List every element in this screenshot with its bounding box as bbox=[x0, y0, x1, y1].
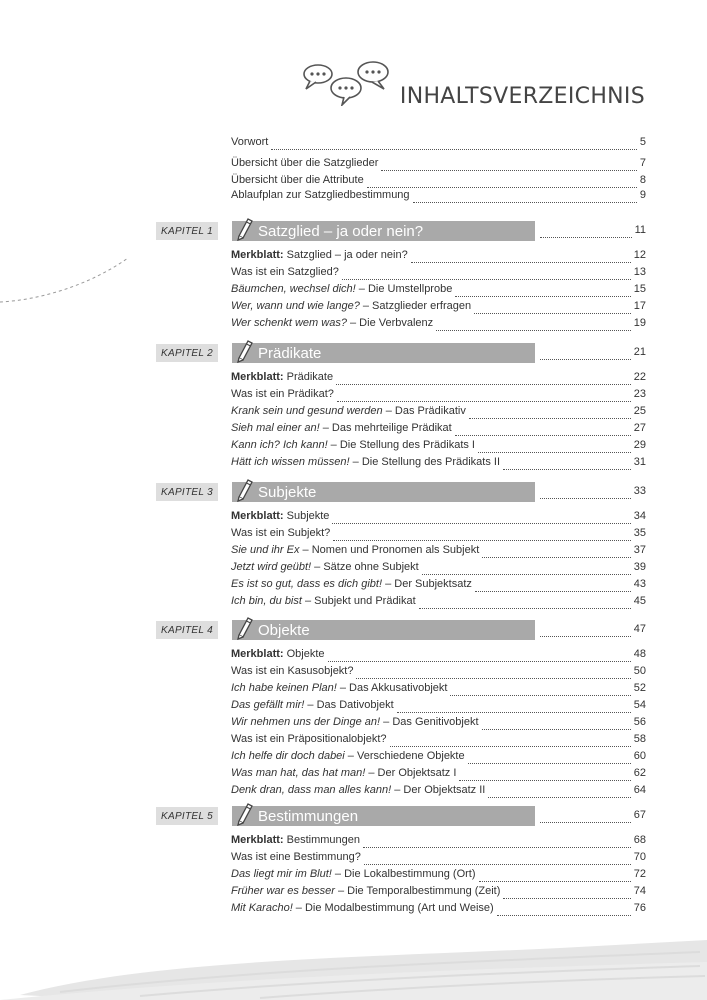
entry-title bbox=[231, 665, 353, 677]
page-number: 74 bbox=[633, 885, 646, 897]
entry-title bbox=[231, 439, 475, 451]
toc-entry[interactable] bbox=[231, 578, 646, 596]
page-number: 31 bbox=[633, 456, 646, 468]
entry-title bbox=[231, 510, 329, 522]
page-number: 58 bbox=[633, 733, 646, 745]
toc-entry[interactable] bbox=[231, 699, 646, 717]
dot-leader bbox=[540, 236, 632, 238]
entry-title-text: Subjekte bbox=[283, 510, 330, 522]
page-title: INHALTSVERZEICHNIS bbox=[399, 84, 645, 109]
entry-title bbox=[231, 371, 333, 383]
page-number: 43 bbox=[633, 578, 646, 590]
pencil-icon bbox=[234, 339, 254, 363]
entry-title bbox=[231, 733, 387, 745]
page-number: 67 bbox=[633, 809, 646, 821]
dot-leader bbox=[422, 573, 631, 575]
entry-title bbox=[231, 851, 361, 863]
toc-entry[interactable] bbox=[231, 266, 646, 284]
entry-title-text: – Die Stellung des Prädikats I bbox=[327, 439, 475, 451]
entry-title-text: – Die Modalbestimmung (Art und Weise) bbox=[292, 902, 494, 914]
dot-leader bbox=[482, 556, 630, 558]
entry-title bbox=[231, 561, 419, 573]
page-number: 45 bbox=[633, 595, 646, 607]
entry-title-text: Was ist ein Subjekt? bbox=[231, 527, 331, 539]
entry-title-italic: Was man hat, das hat man! bbox=[231, 767, 366, 779]
entry-title-text: Was ist ein Kasusobjekt? bbox=[231, 665, 354, 677]
page-number: 64 bbox=[633, 784, 646, 796]
dot-leader bbox=[336, 383, 631, 385]
entry-title bbox=[231, 157, 378, 169]
page-number: 25 bbox=[633, 405, 646, 417]
dot-leader bbox=[363, 846, 631, 848]
toc-entry[interactable] bbox=[231, 868, 646, 886]
entry-title-text: Prädikate bbox=[283, 371, 334, 383]
entry-title-text: – Das Dativobjekt bbox=[304, 699, 394, 711]
chapter-label-badge: KAPITEL 5 bbox=[156, 807, 218, 825]
entry-title-italic: Denk dran, dass man alles kann! bbox=[231, 784, 392, 796]
toc-entry[interactable] bbox=[231, 834, 646, 852]
dot-leader bbox=[474, 312, 631, 314]
page-number: 35 bbox=[633, 527, 646, 539]
entry-title-text: – Die Stellung des Prädikats II bbox=[349, 456, 501, 468]
toc-entry[interactable] bbox=[231, 317, 646, 335]
entry-title-italic: Kann ich? Ich kann! bbox=[231, 439, 328, 451]
entry-title bbox=[231, 266, 339, 278]
entry-title-text: – Das Genitivobjekt bbox=[380, 716, 479, 728]
page-number: 21 bbox=[633, 346, 646, 358]
page-number: 48 bbox=[633, 648, 646, 660]
entry-title-italic: Wer, wann und wie lange? bbox=[231, 300, 360, 312]
decorative-brush-stroke bbox=[0, 900, 707, 1000]
dot-leader bbox=[450, 694, 630, 696]
dot-leader bbox=[468, 762, 631, 764]
entry-title bbox=[231, 405, 466, 417]
entry-title-italic: Das gefällt mir! bbox=[231, 699, 305, 711]
page-number: 56 bbox=[633, 716, 646, 728]
toc-entry[interactable] bbox=[231, 283, 646, 301]
dot-leader bbox=[488, 796, 630, 798]
page-number: 47 bbox=[633, 623, 646, 635]
chapter-title: Objekte bbox=[258, 621, 310, 639]
dot-leader bbox=[479, 880, 631, 882]
toc-entry[interactable] bbox=[231, 439, 646, 457]
entry-title-italic: Mit Karacho! bbox=[231, 902, 293, 914]
entry-title-text: – Sätze ohne Subjekt bbox=[311, 561, 419, 573]
dot-leader bbox=[413, 201, 637, 203]
dot-leader bbox=[333, 539, 631, 541]
entry-title-italic: Jetzt wird geübt! bbox=[231, 561, 312, 573]
entry-title-text: – Die Verbvalenz bbox=[346, 317, 434, 329]
toc-entry[interactable] bbox=[231, 422, 646, 440]
dot-leader bbox=[478, 451, 631, 453]
chapter-label-badge: KAPITEL 2 bbox=[156, 344, 218, 362]
entry-title-text: Vorwort bbox=[231, 136, 269, 148]
dot-leader bbox=[503, 468, 631, 470]
entry-title bbox=[231, 750, 465, 762]
entry-title-italic: Es ist so gut, dass es dich gibt! bbox=[231, 578, 383, 590]
page-number: 72 bbox=[633, 868, 646, 880]
dot-leader bbox=[332, 522, 630, 524]
pencil-icon bbox=[234, 616, 254, 640]
page-number: 76 bbox=[633, 902, 646, 914]
page-number: 62 bbox=[633, 767, 646, 779]
chapter-page bbox=[540, 224, 646, 242]
entry-title bbox=[231, 249, 408, 261]
toc-entry[interactable] bbox=[231, 561, 646, 579]
entry-title-text: – Die Umstellprobe bbox=[355, 283, 453, 295]
entry-title bbox=[231, 578, 472, 590]
toc-entry[interactable] bbox=[231, 300, 646, 318]
chapter-title: Prädikate bbox=[258, 344, 322, 362]
dot-leader bbox=[419, 607, 631, 609]
entry-title-italic: Früher war es besser bbox=[231, 885, 335, 897]
entry-title bbox=[231, 682, 447, 694]
toc-entry[interactable] bbox=[231, 189, 646, 207]
entry-title bbox=[231, 300, 471, 312]
toc-entry[interactable] bbox=[231, 456, 646, 474]
toc-entry[interactable] bbox=[231, 648, 646, 666]
pencil-icon bbox=[234, 217, 254, 241]
entry-title-bold: Merkblatt: bbox=[231, 510, 284, 522]
page-number: 68 bbox=[633, 834, 646, 846]
entry-title bbox=[231, 699, 394, 711]
entry-title-italic: Hätt ich wissen müssen! bbox=[231, 456, 350, 468]
page-number: 34 bbox=[633, 510, 646, 522]
entry-title-italic: Ich helfe dir doch dabei bbox=[231, 750, 345, 762]
entry-title-text: Was ist ein Prädikat? bbox=[231, 388, 334, 400]
entry-title-text: – Der Subjektsatz bbox=[382, 578, 472, 590]
dot-leader bbox=[540, 821, 631, 823]
entry-title-text: Ablaufplan zur Satzgliedbestimmung bbox=[231, 189, 410, 201]
page-number: 70 bbox=[633, 851, 646, 863]
dot-leader bbox=[328, 660, 631, 662]
entry-title-italic: Wer schenkt wem was? bbox=[231, 317, 347, 329]
chapter-title: Bestimmungen bbox=[258, 807, 359, 825]
page-number: 22 bbox=[633, 371, 646, 383]
chapter-title: Satzglied – ja oder nein? bbox=[258, 222, 424, 240]
dot-leader bbox=[540, 497, 631, 499]
entry-title bbox=[231, 317, 433, 329]
entry-title bbox=[231, 885, 500, 897]
toc-entry[interactable] bbox=[231, 595, 646, 613]
page-number: 5 bbox=[639, 136, 646, 148]
page-number: 19 bbox=[633, 317, 646, 329]
entry-title-bold: Merkblatt: bbox=[231, 834, 284, 846]
dot-leader bbox=[459, 779, 630, 781]
page-number: 13 bbox=[633, 266, 646, 278]
entry-title-text: – Nomen und Pronomen als Subjekt bbox=[299, 544, 480, 556]
entry-title bbox=[231, 527, 330, 539]
entry-title-bold: Merkblatt: bbox=[231, 371, 284, 383]
chapter-title: Subjekte bbox=[258, 483, 317, 501]
entry-title bbox=[231, 784, 485, 796]
page-number: 7 bbox=[639, 157, 646, 169]
page-number: 8 bbox=[639, 174, 646, 186]
dot-leader bbox=[469, 417, 631, 419]
entry-title bbox=[231, 648, 325, 660]
chapter-label-badge: KAPITEL 3 bbox=[156, 483, 218, 501]
toc-entry[interactable] bbox=[231, 510, 646, 528]
toc-entry[interactable] bbox=[231, 750, 646, 768]
chapter-heading-bar[interactable] bbox=[232, 343, 535, 363]
chapter-page bbox=[540, 485, 646, 503]
entry-title-text: Satzglied – ja oder nein? bbox=[283, 249, 408, 261]
entry-title bbox=[231, 716, 479, 728]
entry-title-bold: Merkblatt: bbox=[231, 648, 284, 660]
dot-leader bbox=[390, 745, 631, 747]
toc-entry[interactable] bbox=[231, 371, 646, 389]
dot-leader bbox=[342, 278, 631, 280]
toc-entry[interactable] bbox=[231, 388, 646, 406]
entry-title-text: Objekte bbox=[283, 648, 325, 660]
entry-title-text: Bestimmungen bbox=[283, 834, 360, 846]
entry-title-italic: Wir nehmen uns der Dinge an! bbox=[231, 716, 381, 728]
entry-title-text: – Subjekt und Prädikat bbox=[301, 595, 416, 607]
page-number: 9 bbox=[639, 189, 646, 201]
entry-title bbox=[231, 456, 500, 468]
dot-leader bbox=[367, 186, 637, 188]
dot-leader bbox=[503, 897, 630, 899]
page-number: 11 bbox=[634, 224, 646, 236]
toc-entry[interactable] bbox=[231, 767, 646, 785]
page-number: 29 bbox=[633, 439, 646, 451]
toc-entry[interactable] bbox=[231, 733, 646, 751]
page-number: 39 bbox=[633, 561, 646, 573]
page-number: 37 bbox=[633, 544, 646, 556]
dot-leader bbox=[356, 677, 630, 679]
entry-title-text: – Der Objektsatz I bbox=[365, 767, 457, 779]
page-number: 60 bbox=[633, 750, 646, 762]
entry-title-text: – Das Akkusativobjekt bbox=[336, 682, 448, 694]
entry-title-bold: Merkblatt: bbox=[231, 249, 284, 261]
entry-title bbox=[231, 834, 360, 846]
toc-entry[interactable] bbox=[231, 784, 646, 802]
toc-entry[interactable] bbox=[231, 405, 646, 423]
toc-entry[interactable] bbox=[231, 682, 646, 700]
page-number: 15 bbox=[633, 283, 646, 295]
entry-title-italic: Krank sein und gesund werden bbox=[231, 405, 383, 417]
entry-title-italic: Das liegt mir im Blut! bbox=[231, 868, 332, 880]
toc-entry[interactable] bbox=[231, 249, 646, 267]
page-number: 33 bbox=[633, 485, 646, 497]
dot-leader bbox=[455, 434, 631, 436]
entry-title-italic: Sieh mal einer an! bbox=[231, 422, 320, 434]
entry-title bbox=[231, 388, 334, 400]
chapter-page bbox=[540, 809, 646, 827]
chapter-label-badge: KAPITEL 4 bbox=[156, 621, 218, 639]
entry-title bbox=[231, 189, 410, 201]
page-number: 50 bbox=[633, 665, 646, 677]
dot-leader bbox=[271, 148, 637, 150]
chapter-heading-bar[interactable] bbox=[232, 620, 535, 640]
page-number: 17 bbox=[633, 300, 646, 312]
toc-entry[interactable] bbox=[231, 716, 646, 734]
entry-title-text: Was ist ein Präpositionalobjekt? bbox=[231, 733, 387, 745]
entry-title-text: – Der Objektsatz II bbox=[391, 784, 486, 796]
entry-title bbox=[231, 868, 476, 880]
toc-entry[interactable] bbox=[231, 851, 646, 869]
entry-title bbox=[231, 595, 416, 607]
entry-title-italic: Bäumchen, wechsel dich! bbox=[231, 283, 356, 295]
entry-title bbox=[231, 544, 479, 556]
chapter-heading-bar[interactable] bbox=[232, 482, 535, 502]
entry-title-italic: Ich habe keinen Plan! bbox=[231, 682, 337, 694]
dot-leader bbox=[411, 261, 631, 263]
entry-title-text: Übersicht über die Satzglieder bbox=[231, 157, 379, 169]
entry-title bbox=[231, 136, 268, 148]
entry-title-text: – Das mehrteilige Prädikat bbox=[319, 422, 452, 434]
dot-leader bbox=[475, 590, 631, 592]
dot-leader bbox=[540, 635, 631, 637]
entry-title-text: Was ist ein Satzglied? bbox=[231, 266, 339, 278]
dot-leader bbox=[337, 400, 631, 402]
dot-leader bbox=[364, 863, 631, 865]
page-number: 54 bbox=[633, 699, 646, 711]
page-number: 27 bbox=[633, 422, 646, 434]
chapter-page bbox=[540, 346, 646, 364]
dot-leader bbox=[540, 358, 631, 360]
pencil-icon bbox=[234, 478, 254, 502]
toc-entry[interactable] bbox=[231, 136, 646, 154]
toc-entry[interactable] bbox=[231, 665, 646, 683]
dot-leader bbox=[482, 728, 631, 730]
entry-title-text: – Das Prädikativ bbox=[382, 405, 466, 417]
dot-leader bbox=[455, 295, 630, 297]
page-number: 12 bbox=[633, 249, 646, 261]
chapter-heading-bar[interactable] bbox=[232, 221, 535, 241]
entry-title-text: – Satzglieder erfragen bbox=[359, 300, 472, 312]
entry-title bbox=[231, 283, 452, 295]
entry-title bbox=[231, 422, 452, 434]
toc-entry[interactable] bbox=[231, 544, 646, 562]
entry-title-italic: Ich bin, du bist bbox=[231, 595, 302, 607]
toc-entry[interactable] bbox=[231, 157, 646, 175]
page-number: 52 bbox=[633, 682, 646, 694]
dot-leader bbox=[436, 329, 631, 331]
chapter-page bbox=[540, 623, 646, 641]
chapter-label-badge: KAPITEL 1 bbox=[156, 222, 218, 240]
entry-title-text: – Verschiedene Objekte bbox=[344, 750, 465, 762]
entry-title-text: Was ist eine Bestimmung? bbox=[231, 851, 361, 863]
entry-title-text: – Die Temporalbestimmung (Zeit) bbox=[334, 885, 501, 897]
dot-leader bbox=[397, 711, 631, 713]
page-number: 23 bbox=[633, 388, 646, 400]
chapter-heading-bar[interactable] bbox=[232, 806, 535, 826]
dot-leader bbox=[381, 169, 637, 171]
entry-title-text: Übersicht über die Attribute bbox=[231, 174, 364, 186]
entry-title bbox=[231, 767, 456, 779]
entry-title bbox=[231, 174, 364, 186]
pencil-icon bbox=[234, 802, 254, 826]
toc-entry[interactable] bbox=[231, 527, 646, 545]
entry-title-text: – Die Lokalbestimmung (Ort) bbox=[331, 868, 476, 880]
entry-title-italic: Sie und ihr Ex bbox=[231, 544, 300, 556]
